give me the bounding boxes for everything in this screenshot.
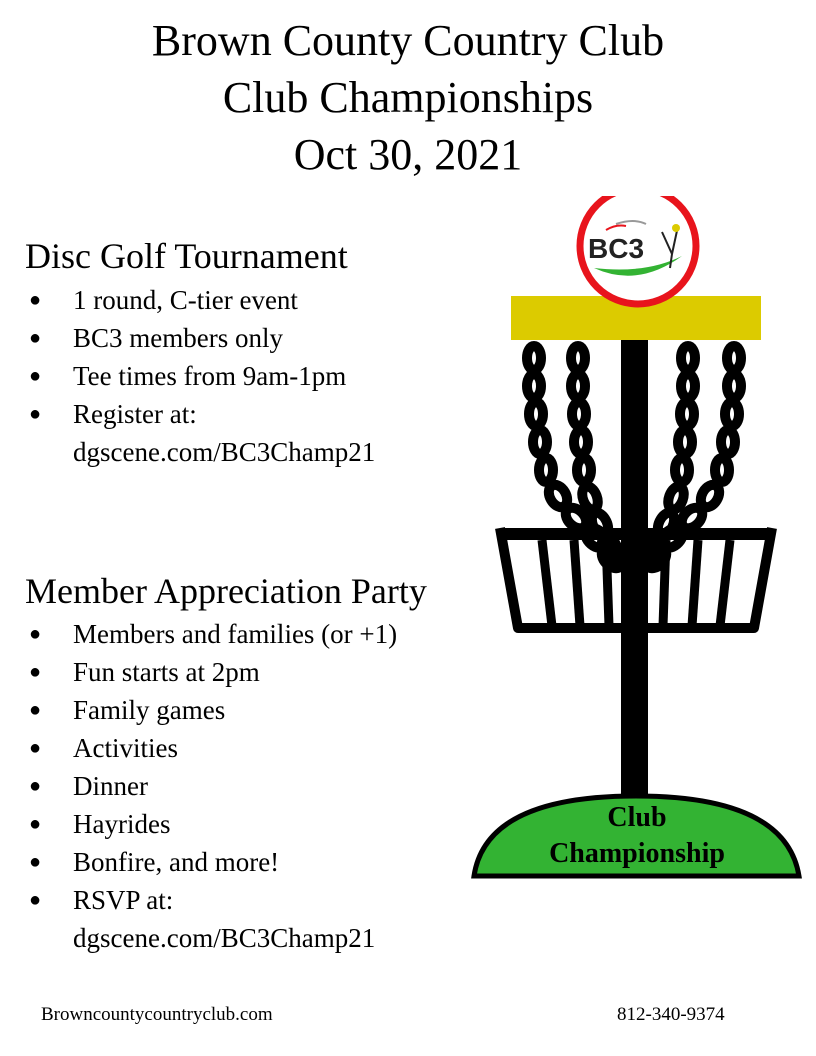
base-label-line2: Championship <box>549 838 725 869</box>
bullet-icon: ● <box>29 623 42 645</box>
event-date: Oct 30, 2021 <box>293 130 523 179</box>
tournament-title: Disc Golf Tournament <box>25 236 348 276</box>
phone-number: 812-340-9374 <box>617 1004 725 1025</box>
list-item-continuation <box>25 433 375 471</box>
bullet-icon: ● <box>29 813 42 835</box>
bullet-icon: ● <box>29 327 42 349</box>
bullet-icon: ● <box>29 851 42 873</box>
bullet-icon: ● <box>29 699 42 721</box>
base-label-line1: Club <box>607 802 667 833</box>
bullet-icon: ● <box>29 403 42 425</box>
tournament-list <box>25 281 375 471</box>
list-item: ● Hayrides <box>25 805 397 843</box>
basket-pole <box>621 336 648 806</box>
event-name: Club Championships <box>222 73 594 122</box>
bullet-icon: ● <box>29 737 42 759</box>
bullet-icon: ● <box>29 365 42 387</box>
list-item: ● Dinner <box>25 767 397 805</box>
list-item: ● Activities <box>25 729 397 767</box>
list-item: ● Members and families (or +1) <box>25 615 397 653</box>
disc-golf-basket-graphic <box>466 196 808 886</box>
party-title: Member Appreciation Party <box>25 571 427 611</box>
website-link[interactable]: Browncountycountryclub.com <box>41 1004 273 1025</box>
rsvp-link[interactable]: dgscene.com/BC3Champ21 <box>73 923 376 953</box>
bullet-icon: ● <box>29 289 42 311</box>
bullet-icon: ● <box>29 889 42 911</box>
register-link[interactable]: dgscene.com/BC3Champ21 <box>73 437 376 467</box>
list-item-continuation <box>25 919 397 957</box>
list-item: ● Family games <box>25 691 397 729</box>
list-item: ● Register at: <box>25 395 375 433</box>
list-item: ● Tee times from 9am-1pm <box>25 357 375 395</box>
list-item: ● Fun starts at 2pm <box>25 653 397 691</box>
bullet-icon: ● <box>29 661 42 683</box>
bullet-icon: ● <box>29 775 42 797</box>
list-item: ● 1 round, C-tier event <box>25 281 375 319</box>
club-name: Brown County Country Club <box>151 16 665 65</box>
list-item: ● BC3 members only <box>25 319 375 357</box>
list-item: ● Bonfire, and more! <box>25 843 397 881</box>
logo-text: BC3 <box>588 233 645 264</box>
bc3-logo <box>580 196 696 304</box>
flyer-header <box>0 12 816 183</box>
list-item: ● RSVP at: <box>25 881 397 919</box>
party-list <box>25 615 397 957</box>
